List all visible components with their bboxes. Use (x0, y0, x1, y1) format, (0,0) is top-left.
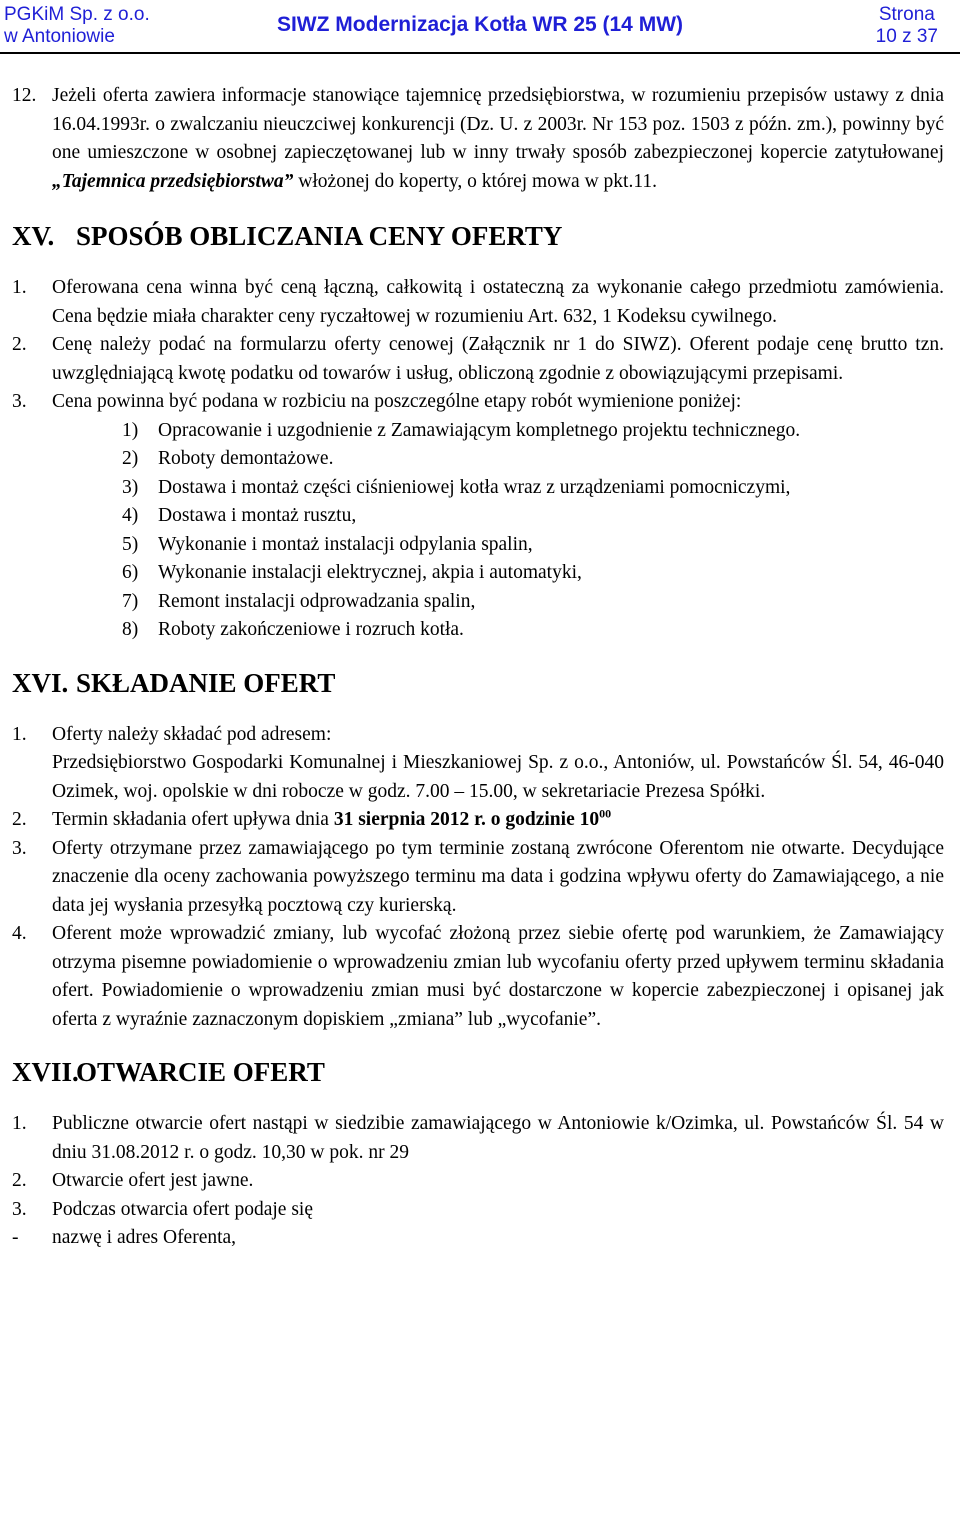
list-item (12, 82, 944, 196)
stage-item (12, 417, 944, 446)
dash-text: nazwę i adres Oferenta, (52, 1227, 237, 1248)
stage-text: Dostawa i montaż części ciśnieniowej kotła wraz z urządzeniami pomocniczymi, (158, 476, 791, 498)
item-number: 12. (12, 85, 37, 106)
stage-item (12, 531, 944, 560)
item-text: Jeżeli oferta zawiera informacje stanowiące tajemnicę przedsiębiorstwa, w rozumieniu przepisów ustawy z dnia 16.04.1993r. o zwalczaniu nieuczciwej konkurencji (Dz. U. z 2003r. Nr 153 poz. 1503 z późn. zm.), powinny być one umieszczone w osobnej zapieczętowanej lub w inny trwały sposób zabezpieczonej kopercie zatytułowanej (52, 85, 944, 163)
stage-item (12, 559, 944, 588)
section-number: XVII. (12, 1057, 79, 1087)
emphasis-text: „Tajemnica przedsiębiorstwa” (52, 170, 294, 192)
item-number: 2. (12, 334, 27, 355)
stage-number: 6) (122, 562, 139, 583)
item-number: 3. (12, 1198, 27, 1220)
stage-item (12, 445, 944, 474)
list-item (12, 1167, 944, 1196)
item-text: Oferty należy składać pod adresem: (52, 723, 332, 745)
item-text: włożonej do koperty, o której mowa w pkt.11. (298, 170, 657, 192)
item-number: 1. (12, 1113, 27, 1134)
dash-item (12, 1224, 944, 1253)
stage-text: Roboty demontażowe. (158, 448, 334, 469)
section-title: SKŁADANIE OFERT (76, 667, 336, 698)
header-rule (0, 52, 960, 54)
list-item (12, 920, 944, 1034)
stage-number: 2) (122, 448, 139, 469)
item-number: 4. (12, 923, 27, 944)
header-page-label: Strona (878, 4, 935, 25)
deadline-date: 31 sierpnia 2012 r. o godzinie 10 (333, 809, 600, 830)
list-item (12, 806, 944, 835)
stage-text: Remont instalacji odprowadzania spalin, (158, 590, 476, 612)
section-number: XV. (12, 221, 55, 251)
item-number: 1. (12, 277, 27, 298)
header-page-number (876, 4, 938, 48)
item-text: Termin składania ofert upływa dnia (52, 809, 329, 830)
item-text: Podczas otwarcia ofert podaje się (52, 1198, 313, 1220)
stage-text: Opracowanie i uzgodnienie z Zamawiającym kompletnego projektu technicznego. (158, 419, 801, 441)
item-number: 2. (12, 1170, 27, 1191)
item-text: Oferty otrzymane przez zamawiającego po tym terminie zostaną zwrócone Oferentom nie otwarte. Decydujące znaczenie dla oceny zachowania powyższego terminu ma data i godzina wpływu oferty do Zamawiającego, a nie data jej wysłania przesyłką pocztową czy kurierską. (52, 837, 944, 916)
header-page-count: 10 z 37 (875, 26, 938, 47)
stage-text: Dostawa i montaż rusztu, (158, 505, 357, 526)
section-heading (12, 220, 944, 252)
item-text: Cenę należy podać na formularzu oferty cenowej (Załącznik nr 1 do SIWZ). Oferent podaje cenę brutto tzn. uwzględniającą kwotę podatku od towarów i usług, obliczoną zgodnie z obowiązującymi przepisami. (52, 334, 944, 384)
header-company-line: w Antoniowie (4, 26, 115, 47)
section-heading (12, 1056, 944, 1088)
stage-item (12, 502, 944, 531)
item-number: 3. (12, 837, 27, 859)
stage-item (12, 616, 944, 645)
stage-item (12, 474, 944, 503)
section-number: XVI. (12, 667, 69, 698)
list-item (12, 388, 944, 417)
header-title: SIWZ Modernizacja Kotła WR 25 (14 MW) (276, 13, 684, 36)
stage-text: Wykonanie i montaż instalacji odpylania spalin, (158, 533, 533, 555)
list-item (12, 274, 944, 331)
page-header (0, 0, 960, 52)
list-item (12, 1110, 944, 1167)
section-title: OTWARCIE OFERT (76, 1057, 325, 1087)
item-number: 3. (12, 391, 27, 412)
section-heading (12, 667, 944, 699)
item-text: Oferent może wprowadzić zmiany, lub wycofać złożoną przez siebie ofertę pod warunkiem, że Zamawiający otrzyma pisemne powiadomienie o wprowadzeniu zmian lub wycofaniu oferty przed upływem terminu składania ofert. Powiadomienie o wprowadzeniu zmian musi być dostarczone w kopercie zabezpieczonej i opisanej jak oferta z wyraźnie zaznaczonym dopiskiem „zmiana” lub „wycofanie”. (52, 923, 944, 1030)
item-text: Oferowana cena winna być ceną łączną, całkowitą i ostateczną za wykonanie całego przedmiotu zamówienia. Cena będzie miała charakter ceny ryczałtowej w rozumieniu Art. 632, 1 Kodeksu cywilnego. (52, 277, 944, 327)
list-item (12, 331, 944, 388)
address-block: Przedsiębiorstwo Gospodarki Komunalnej i Mieszkaniowej Sp. z o.o., Antoniów, ul. Powstańców Śl. 54, 46-040 Ozimek, woj. opolskie w dni robocze w godz. 7.00 – 15.00, w sekretariacie Prezesa Spółki. (52, 752, 944, 802)
deadline-minutes: 00 (599, 806, 612, 821)
stage-number: 3) (122, 476, 139, 498)
stage-item (12, 588, 944, 617)
list-item (12, 721, 944, 750)
item-number: 1. (12, 723, 27, 745)
stage-number: 4) (122, 505, 139, 526)
dash-bullet: - (12, 1227, 19, 1248)
item-text: Otwarcie ofert jest jawne. (52, 1170, 254, 1191)
stage-number: 7) (122, 590, 139, 612)
stage-text: Wykonanie instalacji elektrycznej, akpia i automatyki, (158, 562, 582, 583)
document-body (12, 82, 944, 1253)
section-title: SPOSÓB OBLICZANIA CENY OFERTY (76, 221, 563, 251)
item-number: 2. (12, 809, 27, 830)
stage-number: 8) (122, 619, 139, 640)
stage-number: 5) (122, 533, 139, 555)
header-company-line: PGKiM Sp. z o.o. (4, 4, 150, 25)
list-item (12, 835, 944, 921)
item-text: Publiczne otwarcie ofert nastąpi w siedzibie zamawiającego w Antoniowie k/Ozimka, ul. Powstańców Śl. 54 w dniu 31.08.2012 r. o godz. 10,30 w pok. nr 29 (52, 1113, 944, 1163)
stage-text: Roboty zakończeniowe i rozruch kotła. (158, 619, 464, 640)
list-item (12, 1196, 944, 1225)
stage-number: 1) (122, 419, 139, 441)
item-text: Cena powinna być podana w rozbiciu na poszczególne etapy robót wymienione poniżej: (52, 391, 742, 412)
